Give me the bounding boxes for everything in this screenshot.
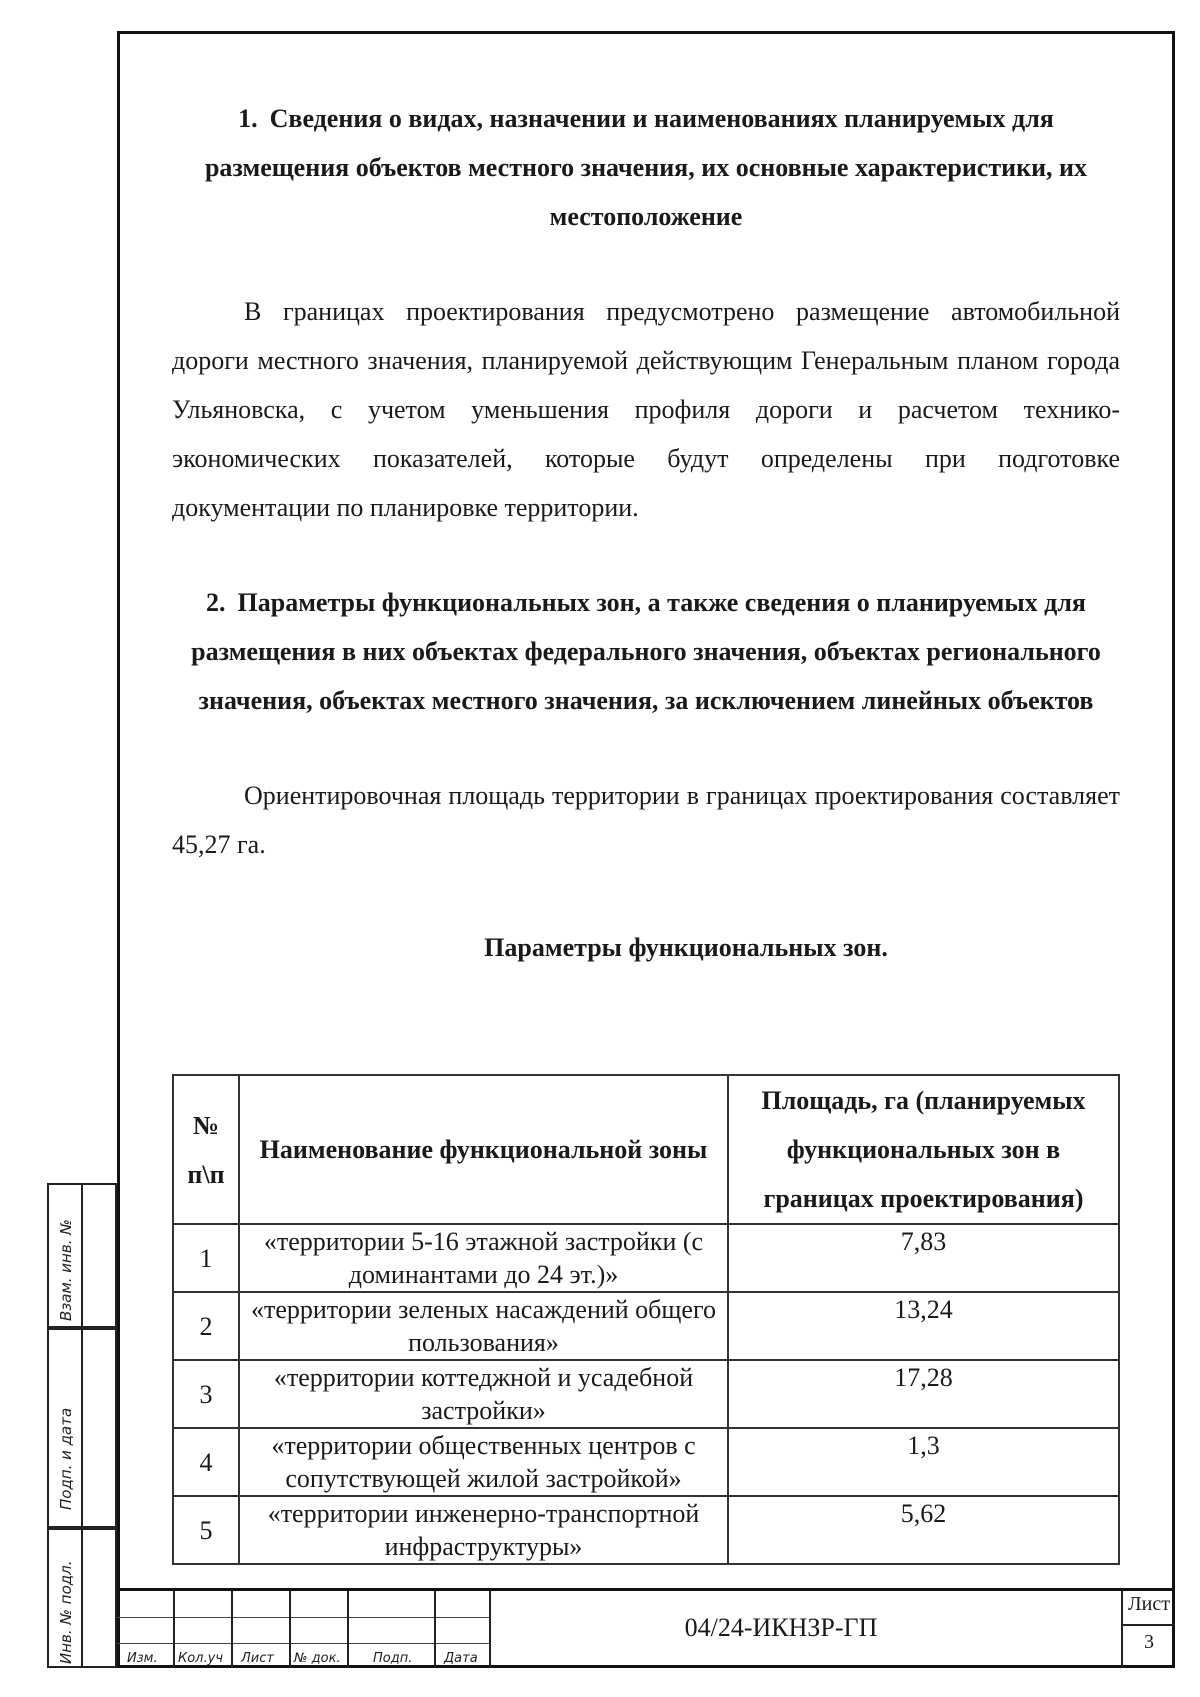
section-1-number: 1. [238, 104, 258, 133]
side-label-inv: Инв. № подл. [57, 1560, 75, 1664]
row-area: 13,24 [728, 1292, 1119, 1360]
table-row [173, 1428, 1119, 1496]
row-name: «территории общественных центров с сопутствующей жилой застройкой» [239, 1428, 728, 1496]
row-area: 7,83 [728, 1224, 1119, 1292]
row-num: 1 [173, 1224, 239, 1292]
row-num: 5 [173, 1496, 239, 1564]
zones-table [172, 1074, 1120, 1565]
sheet-label: Лист [1128, 1593, 1170, 1615]
table-title: Параметры функциональных зон. [484, 933, 888, 962]
stamp-label-izm: Изм. [127, 1651, 158, 1666]
document-body [172, 88, 1120, 1561]
row-area: 5,62 [728, 1496, 1119, 1564]
header-area: Площадь, га (планируемых функциональных зон в границах проектирования) [728, 1075, 1119, 1224]
section-1-heading [172, 94, 1120, 241]
stamp-label-podp: Подп. [373, 1651, 413, 1666]
side-margin-block [47, 1183, 117, 1668]
sheet-divider [1123, 1624, 1175, 1626]
row-num: 3 [173, 1360, 239, 1428]
side-cell-podp [47, 1328, 117, 1528]
table-header-row [173, 1075, 1119, 1224]
stamp-col-koluch [175, 1591, 233, 1668]
header-num: № п\п [173, 1075, 239, 1224]
section-2-paragraph: Ориентировочная площадь территории в границах проектирования составляет 45,27 га. [172, 781, 1120, 859]
row-num: 2 [173, 1292, 239, 1360]
row-name: «территории коттеджной и усадебной застройки» [239, 1360, 728, 1428]
stamp-col-data [436, 1591, 491, 1668]
side-label-vzam: Взам. инв. № [57, 1219, 75, 1321]
section-2-heading [172, 578, 1120, 725]
stamp-label-koluch: Кол.уч [178, 1651, 223, 1666]
table-row [173, 1224, 1119, 1292]
table-row [173, 1496, 1119, 1564]
section-2-title: Параметры функциональных зон, а также сведения о планируемых для размещения в них объектах федерального значения, объектах регионального значения, объектах местного значения, за исключением линейных объектов [191, 588, 1101, 715]
stamp-label-ndok: № док. [294, 1651, 341, 1666]
table-row [173, 1360, 1119, 1428]
row-area: 1,3 [728, 1428, 1119, 1496]
side-cell-vzam [47, 1183, 117, 1328]
row-name: «территории 5-16 этажной застройки (с доминантами до 24 эт.)» [239, 1224, 728, 1292]
sheet-box [1121, 1591, 1175, 1668]
stamp-col-izm [117, 1591, 175, 1668]
stamp-label-list: Лист [241, 1651, 274, 1666]
side-cell-inv [47, 1528, 117, 1668]
section-2-number: 2. [206, 588, 226, 617]
row-name: «территории инженерно-транспортной инфраструктуры» [239, 1496, 728, 1564]
stamp-col-list [233, 1591, 291, 1668]
document-code: 04/24-ИКНЗР-ГП [684, 1613, 878, 1642]
stamp-col-ndok [291, 1591, 349, 1668]
sheet-number: 3 [1144, 1631, 1154, 1653]
stamp-col-podp [349, 1591, 436, 1668]
section-1-paragraph: В границах проектирования предусмотрено размещение автомобильной дороги местного значения, планируемой действующим Генеральным планом города Ульяновска, с учетом уменьшения профиля дороги и расчетом технико-экономических показателей, которые будут определены при подготовке документации по планировке территории. [172, 297, 1120, 522]
title-block [117, 1588, 1175, 1668]
row-num: 4 [173, 1428, 239, 1496]
table-row [173, 1292, 1119, 1360]
stamp-label-data: Дата [444, 1651, 478, 1666]
row-name: «территории зеленых насаждений общего пользования» [239, 1292, 728, 1360]
header-name: Наименование функциональной зоны [239, 1075, 728, 1224]
side-label-podp: Подп. и дата [57, 1407, 75, 1510]
section-1-title: Сведения о видах, назначении и наименованиях планируемых для размещения объектов местного значения, их основные характеристики, их местоположение [204, 104, 1088, 231]
row-area: 17,28 [728, 1360, 1119, 1428]
